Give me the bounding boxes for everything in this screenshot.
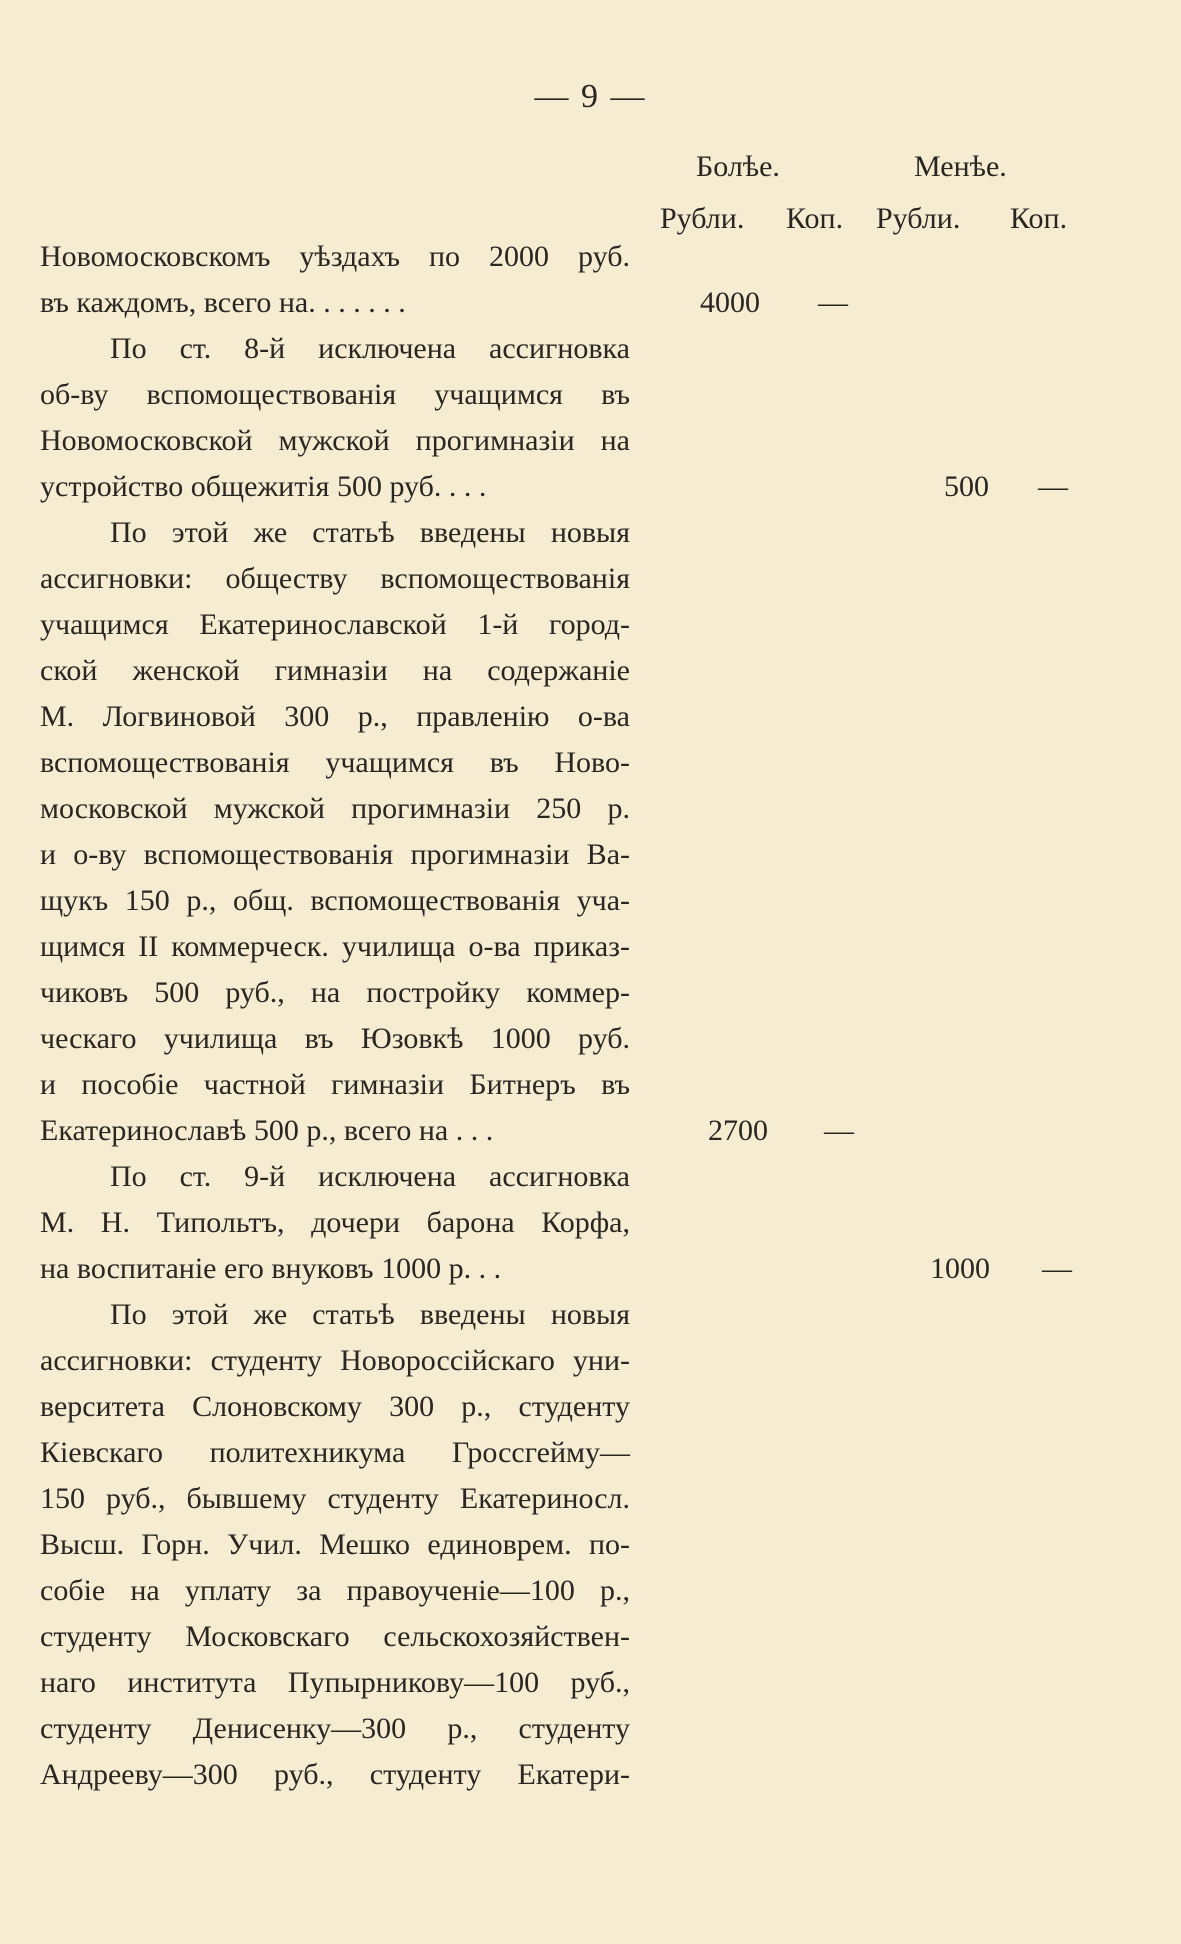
text-line: ассигновки: обществу вспомоществованія bbox=[40, 562, 630, 595]
text-line: щукъ 150 р., общ. вспомоществованія уча- bbox=[40, 884, 630, 917]
text-line: устройство общежитія 500 руб. . . . bbox=[40, 470, 487, 503]
text-line: По ст. 8-й исключена ассигновка bbox=[110, 332, 630, 365]
amount-less-kopecks: — bbox=[1038, 470, 1068, 503]
text-line: По этой же статьѣ введены новыя bbox=[110, 516, 630, 549]
text-line: въ каждомъ, всего на. . . . . . . bbox=[40, 286, 406, 319]
column-header-more-rubles: Рубли. bbox=[660, 202, 745, 235]
text-line: учащимся Екатеринославской 1-й город- bbox=[40, 608, 630, 641]
text-line: и о-ву вспомоществованія прогимназіи Ва- bbox=[40, 838, 630, 871]
text-line: Высш. Горн. Учил. Мешко единоврем. по- bbox=[40, 1528, 630, 1561]
text-line: Новомосковской мужской прогимназіи на bbox=[40, 424, 630, 457]
text-line: московской мужской прогимназіи 250 р. bbox=[40, 792, 630, 825]
amount-more-rubles: 4000 bbox=[700, 286, 760, 319]
text-line: верситета Слоновскому 300 р., студенту bbox=[40, 1390, 630, 1423]
column-header-more-kopecks: Коп. bbox=[786, 202, 844, 235]
amount-less-kopecks: — bbox=[1042, 1252, 1072, 1285]
text-line: Екатеринославѣ 500 р., всего на . . . bbox=[40, 1114, 494, 1147]
text-line: наго института Пупырникову—100 руб., bbox=[40, 1666, 630, 1699]
column-header-less-kopecks: Коп. bbox=[1010, 202, 1068, 235]
text-line: М. Н. Типольтъ, дочери барона Корфа, bbox=[40, 1206, 630, 1239]
text-line: студенту Денисенку—300 р., студенту bbox=[40, 1712, 630, 1745]
text-line: щимся II коммерческ. училища о-ва приказ- bbox=[40, 930, 630, 963]
amount-more-rubles: 2700 bbox=[708, 1114, 768, 1147]
text-line: об-ву вспомоществованія учащимся въ bbox=[40, 378, 630, 411]
text-line: Андрееву—300 руб., студенту Екатери- bbox=[40, 1758, 630, 1791]
column-header-more: Болѣе. bbox=[696, 150, 780, 183]
text-line: ской женской гимназіи на содержаніе bbox=[40, 654, 630, 687]
text-line: ассигновки: студенту Новороссійскаго уни- bbox=[40, 1344, 630, 1377]
text-line: ческаго училища въ Юзовкѣ 1000 руб. bbox=[40, 1022, 630, 1055]
text-line: и пособіе частной гимназіи Битнеръ въ bbox=[40, 1068, 630, 1101]
text-line: Новомосковскомъ уѣздахъ по 2000 руб. bbox=[40, 240, 630, 273]
column-header-less: Менѣе. bbox=[914, 150, 1007, 183]
amount-less-rubles: 500 bbox=[944, 470, 989, 503]
column-header-less-rubles: Рубли. bbox=[876, 202, 961, 235]
amount-more-kopecks: — bbox=[818, 286, 848, 319]
text-line: студенту Московскаго сельскохозяйствен- bbox=[40, 1620, 630, 1653]
text-line: чиковъ 500 руб., на постройку коммер- bbox=[40, 976, 630, 1009]
text-line: собіе на уплату за правоученіе—100 р., bbox=[40, 1574, 630, 1607]
text-line: М. Логвиновой 300 р., правленію о-ва bbox=[40, 700, 630, 733]
text-line: По ст. 9-й исключена ассигновка bbox=[110, 1160, 630, 1193]
amount-more-kopecks: — bbox=[824, 1114, 854, 1147]
text-line: вспомоществованія учащимся въ Ново- bbox=[40, 746, 630, 779]
text-line: на воспитаніе его внуковъ 1000 р. . . bbox=[40, 1252, 502, 1285]
text-line: 150 руб., бывшему студенту Екатериносл. bbox=[40, 1482, 630, 1515]
text-line: Кіевскаго политехникума Гроссгейму— bbox=[40, 1436, 630, 1469]
amount-less-rubles: 1000 bbox=[930, 1252, 990, 1285]
page-number: — 9 — bbox=[534, 78, 647, 115]
text-line: По этой же статьѣ введены новыя bbox=[110, 1298, 630, 1331]
